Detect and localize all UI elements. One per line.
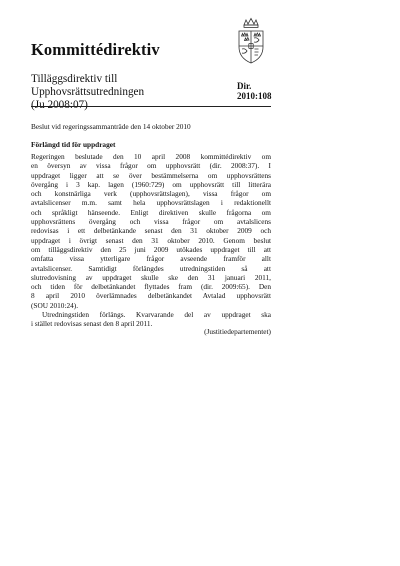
paragraph-line: och tiden för delbetänkandet flyttades fram (dir. 2009:65). Den	[31, 282, 271, 292]
document-type-heading: Kommittédirektiv	[31, 40, 160, 59]
department-signature: (Justitiedepartementet)	[204, 327, 271, 336]
title-line-2: (Ju 2008:07)	[31, 98, 88, 111]
paragraph-line: 8 april 2010 överlämnades delbetänkandet Avtalad upphovsrätt	[31, 291, 271, 301]
paragraph-line: Utredningstiden förlängs. Kvarvarande del av uppdraget ska	[42, 310, 271, 320]
paragraph-line: omfatta vissa ytterligare frågor avseende framför allt	[31, 254, 271, 264]
decision-line: Beslut vid regeringssammanträde den 14 oktober 2010	[31, 122, 191, 131]
paragraph-line: Regeringen beslutade den 10 april 2008 kommittédirektiv om	[31, 152, 271, 161]
paragraph-line: en översyn av vissa frågor om upphovsrätt (dir. 2008:37). I	[31, 161, 271, 171]
paragraph-line: (SOU 2010:24).	[31, 300, 79, 310]
paragraph-line: och språkligt hänseende. Enligt direktiven skulle frågorna om	[31, 207, 271, 217]
paragraph-line: avtalslicenser. Samtidigt förlängdes utredningstiden så att	[31, 263, 271, 273]
body-text	[31, 152, 271, 329]
paragraph-line: övergång i 3 kap. lagen (1960:729) om upphovsrätt till litterära	[31, 179, 271, 189]
paragraph-line: och konstnärliga verk (upphovsrättslagen), vissa frågor om	[31, 189, 271, 199]
title-line-1: Tilläggsdirektiv till Upphovsrättsutredningen	[31, 73, 145, 98]
paragraph-line: uppdraget ligger att se över bestämmelserna om upphovsrättens	[31, 170, 271, 180]
paragraph-line: uppdraget i övrigt senast den 31 oktober 2010. Genom beslut	[31, 235, 271, 245]
section-heading: Förlängd tid för uppdraget	[31, 140, 116, 149]
swedish-coat-of-arms-icon	[232, 17, 270, 67]
dir-number: 2010:108	[237, 91, 272, 101]
paragraph-line: slutredovisning av uppdraget skulle ske den 31 januari 2011,	[31, 272, 271, 282]
paragraph-line: avtalslicenser m.m. samt hela upphovsrättslagen i redaktionellt	[31, 198, 271, 208]
paragraph-line: i stället redovisas senast den 8 april 2011.	[31, 319, 153, 329]
dir-label: Dir.	[237, 81, 252, 91]
paragraph-line: upphovsrättens övergång och vissa frågor om avtalslicens	[31, 217, 271, 227]
paragraph-line: redovisas i ett delbetänkande senast den 31 oktober 2009 och	[31, 226, 271, 236]
paragraph-line: om tilläggsdirektiv den 25 juni 2009 utökades uppdraget till att	[31, 244, 271, 254]
header-divider	[31, 106, 271, 107]
